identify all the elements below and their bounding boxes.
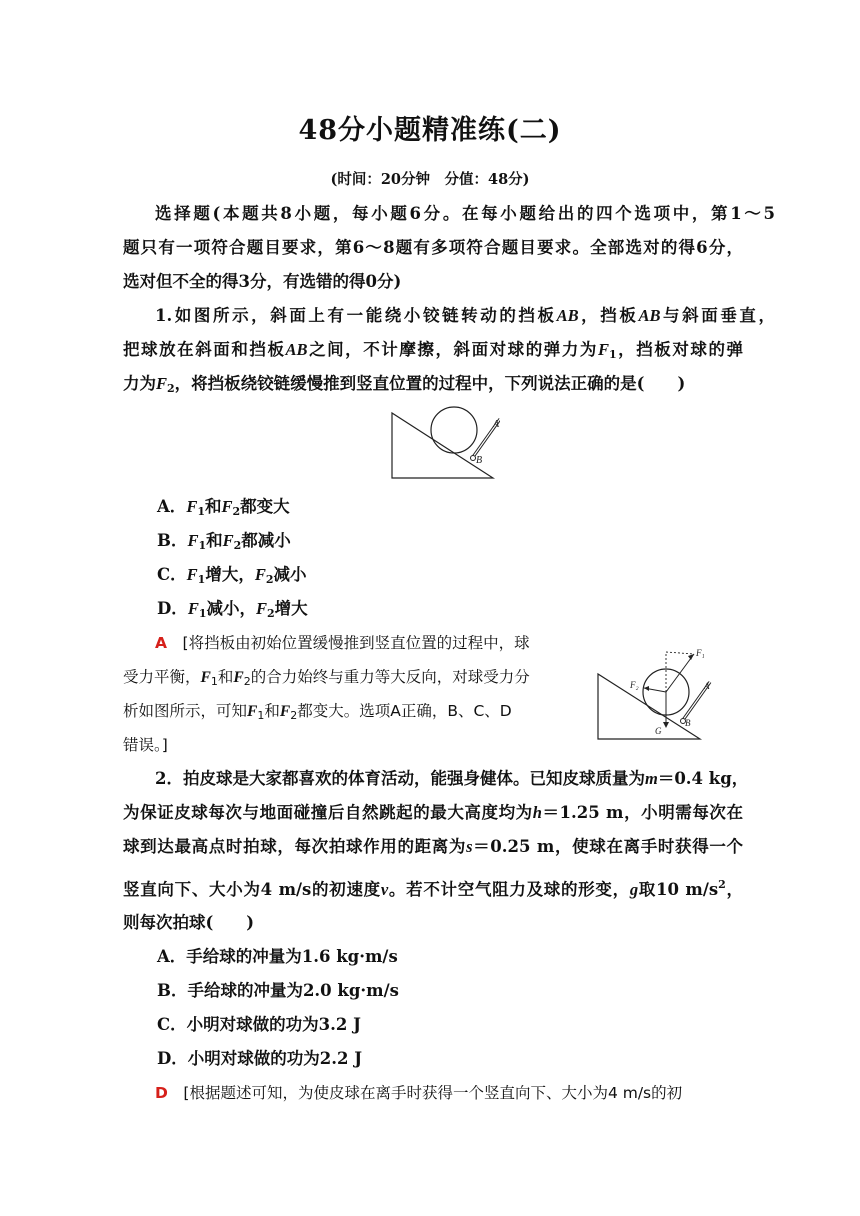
q1-stem-line2: 把球放在斜面和挡板AB之间，不计摩擦，斜面对球的弹力为$F_1$，挡板对球的弹 <box>123 340 744 361</box>
fig2-label-a: A <box>704 681 710 691</box>
q2-expl-line1: D [根据题述可知，为使皮球在离手时获得一个竖直向下、大小为4 m/s的初 <box>155 1084 683 1102</box>
section-desc-line2: 题只有一项符合题目要求，第6～8题有多项符合题目要求。全部选对的得6分， <box>123 238 743 257</box>
q1-expl-line4: 错误。] <box>123 736 168 754</box>
q1-option-a: A．$F_1$和$F_2$都变大 <box>157 497 290 518</box>
section-label: 选择题 <box>155 204 213 223</box>
q1-option-d: D．$F_1$减小，$F_2$增大 <box>157 599 308 620</box>
q1-force-analysis-figure <box>596 644 724 742</box>
q2-option-d: D．小明对球做的功为2.2 J <box>157 1049 363 1068</box>
fig2-label-b: B <box>685 718 691 728</box>
q1-expl-line2: 受力平衡，$F_1$和$F_2$的合力始终与重力等大反向，对球受力分 <box>123 668 530 688</box>
q1-option-b: B．$F_1$和$F_2$都减小 <box>157 531 291 552</box>
figure-label-b: B <box>476 455 483 466</box>
page-subtitle: (时间：20分钟 分值：48分) <box>330 171 530 188</box>
q1-incline-figure <box>390 405 500 481</box>
fig2-label-g: G <box>655 726 662 736</box>
q1-expl-line1: A [将挡板由初始位置缓慢推到竖直位置的过程中，球 <box>155 634 530 652</box>
q2-option-a: A．手给球的冲量为1.6 kg·m/s <box>157 947 398 966</box>
q2-stem-line4: 竖直向下、大小为4 m/s的初速度v。若不计空气阻力及球的形变，g取10 $m/s^2$， <box>123 878 744 899</box>
q1-expl-line3: 析如图所示，可知$F_1$和$F_2$都变大。选项A正确，B、C、D <box>123 702 512 722</box>
fig2-label-f2: F₂ <box>630 680 639 690</box>
section-desc-line1: 选择题(本题共8小题，每小题6分。在每小题给出的四个选项中，第1～5 <box>155 204 776 223</box>
q1-option-c: C．$F_1$增大，$F_2$减小 <box>157 565 307 586</box>
fig2-label-f1: F₁ <box>696 648 705 658</box>
page-title: 48分小题精准练(二) <box>298 115 562 146</box>
q1-stem-line3: 力为$F_2$，将挡板绕铰链缓慢推到竖直位置的过程中，下列说法正确的是( ) <box>123 374 686 395</box>
figure-label-a: A <box>493 419 500 430</box>
q2-stem-line3: 球到达最高点时拍球，每次拍球作用的距离为s＝0.25 m，使球在离手时获得一个 <box>123 837 744 856</box>
section-desc-line3: 选对但不全的得3分，有选错的得0分) <box>123 272 402 291</box>
q1-answer: A <box>155 634 167 652</box>
q2-stem-line2: 为保证皮球每次与地面碰撞后自然跳起的最大高度均为h＝1.25 m，小明需每次在 <box>123 803 744 822</box>
q2-stem-line5: 则每次拍球( ) <box>123 913 255 932</box>
q2-stem-line1: 2．拍皮球是大家都喜欢的体育活动，能强身健体。已知皮球质量为m＝0.4 kg， <box>155 769 749 788</box>
q2-option-c: C．小明对球做的功为3.2 J <box>157 1015 361 1034</box>
q1-stem-line1: 1.如图所示，斜面上有一能绕小铰链转动的挡板AB，挡板AB与斜面垂直， <box>155 306 775 325</box>
q2-option-b: B．手给球的冲量为2.0 kg·m/s <box>157 981 399 1000</box>
q2-answer: D <box>155 1084 168 1102</box>
